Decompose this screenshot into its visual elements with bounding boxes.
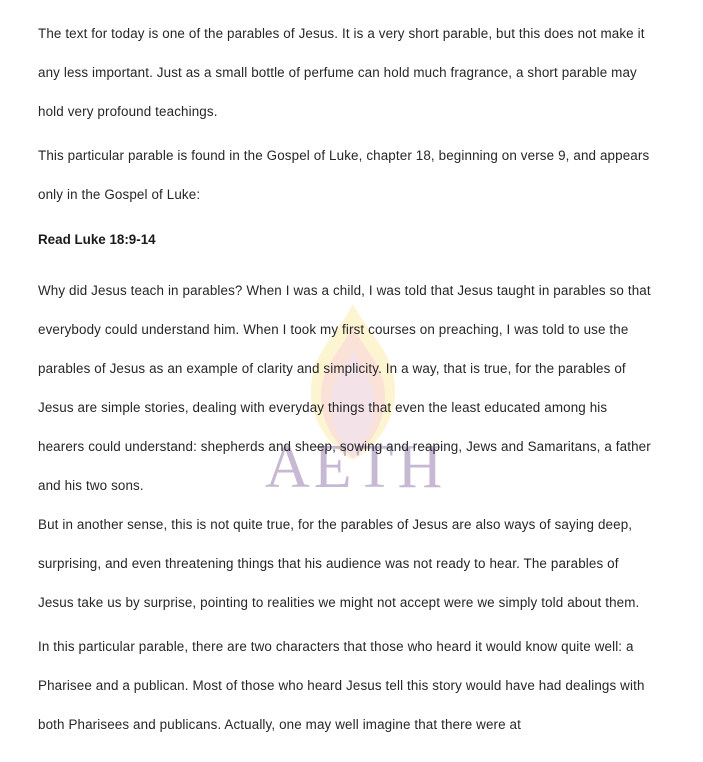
paragraph-two-characters: In this particular parable, there are two characters that those who heard it would know quite well: a Pharisee and a publican. Most of those who heard Jesus tell this story would have had dealings with both Pharisees and publicans. Actually, one may well imagine that there were at bbox=[38, 639, 645, 732]
paragraph-another-sense: But in another sense, this is not quite true, for the parables of Jesus are also ways of saying deep, surprising, and even threatening things that his audience was not ready to hear. The parables of Jesus take us by surprise, pointing to realities we might not accept were we simply told about them. bbox=[38, 517, 640, 610]
paragraph-location: This particular parable is found in the Gospel of Luke, chapter 18, beginning on verse 9, and appears only in the Gospel of Luke: bbox=[38, 148, 650, 202]
heading-scripture-reading: Read Luke 18:9-14 bbox=[38, 232, 156, 247]
document-content bbox=[38, 14, 656, 744]
paragraph-why-parables: Why did Jesus teach in parables? When I was a child, I was told that Jesus taught in parables so that everybody could understand him. When I took my first courses on preaching, I was told to use the parables of Jesus as an example of clarity and simplicity. In a way, that is true, for the parables of Jesus are simple stories, dealing with everyday things that even the least educated among his hearers could understand: shepherds and sheep, sowing and reaping, Jews and Samaritans, a father and his two sons. bbox=[38, 283, 651, 493]
paragraph-intro: The text for today is one of the parables of Jesus. It is a very short parable, but this does not make it any less important. Just as a small bottle of perfume can hold much fragrance, a short parable may hold very profound teachings. bbox=[38, 26, 645, 119]
watermark-text: AETH bbox=[265, 433, 447, 501]
